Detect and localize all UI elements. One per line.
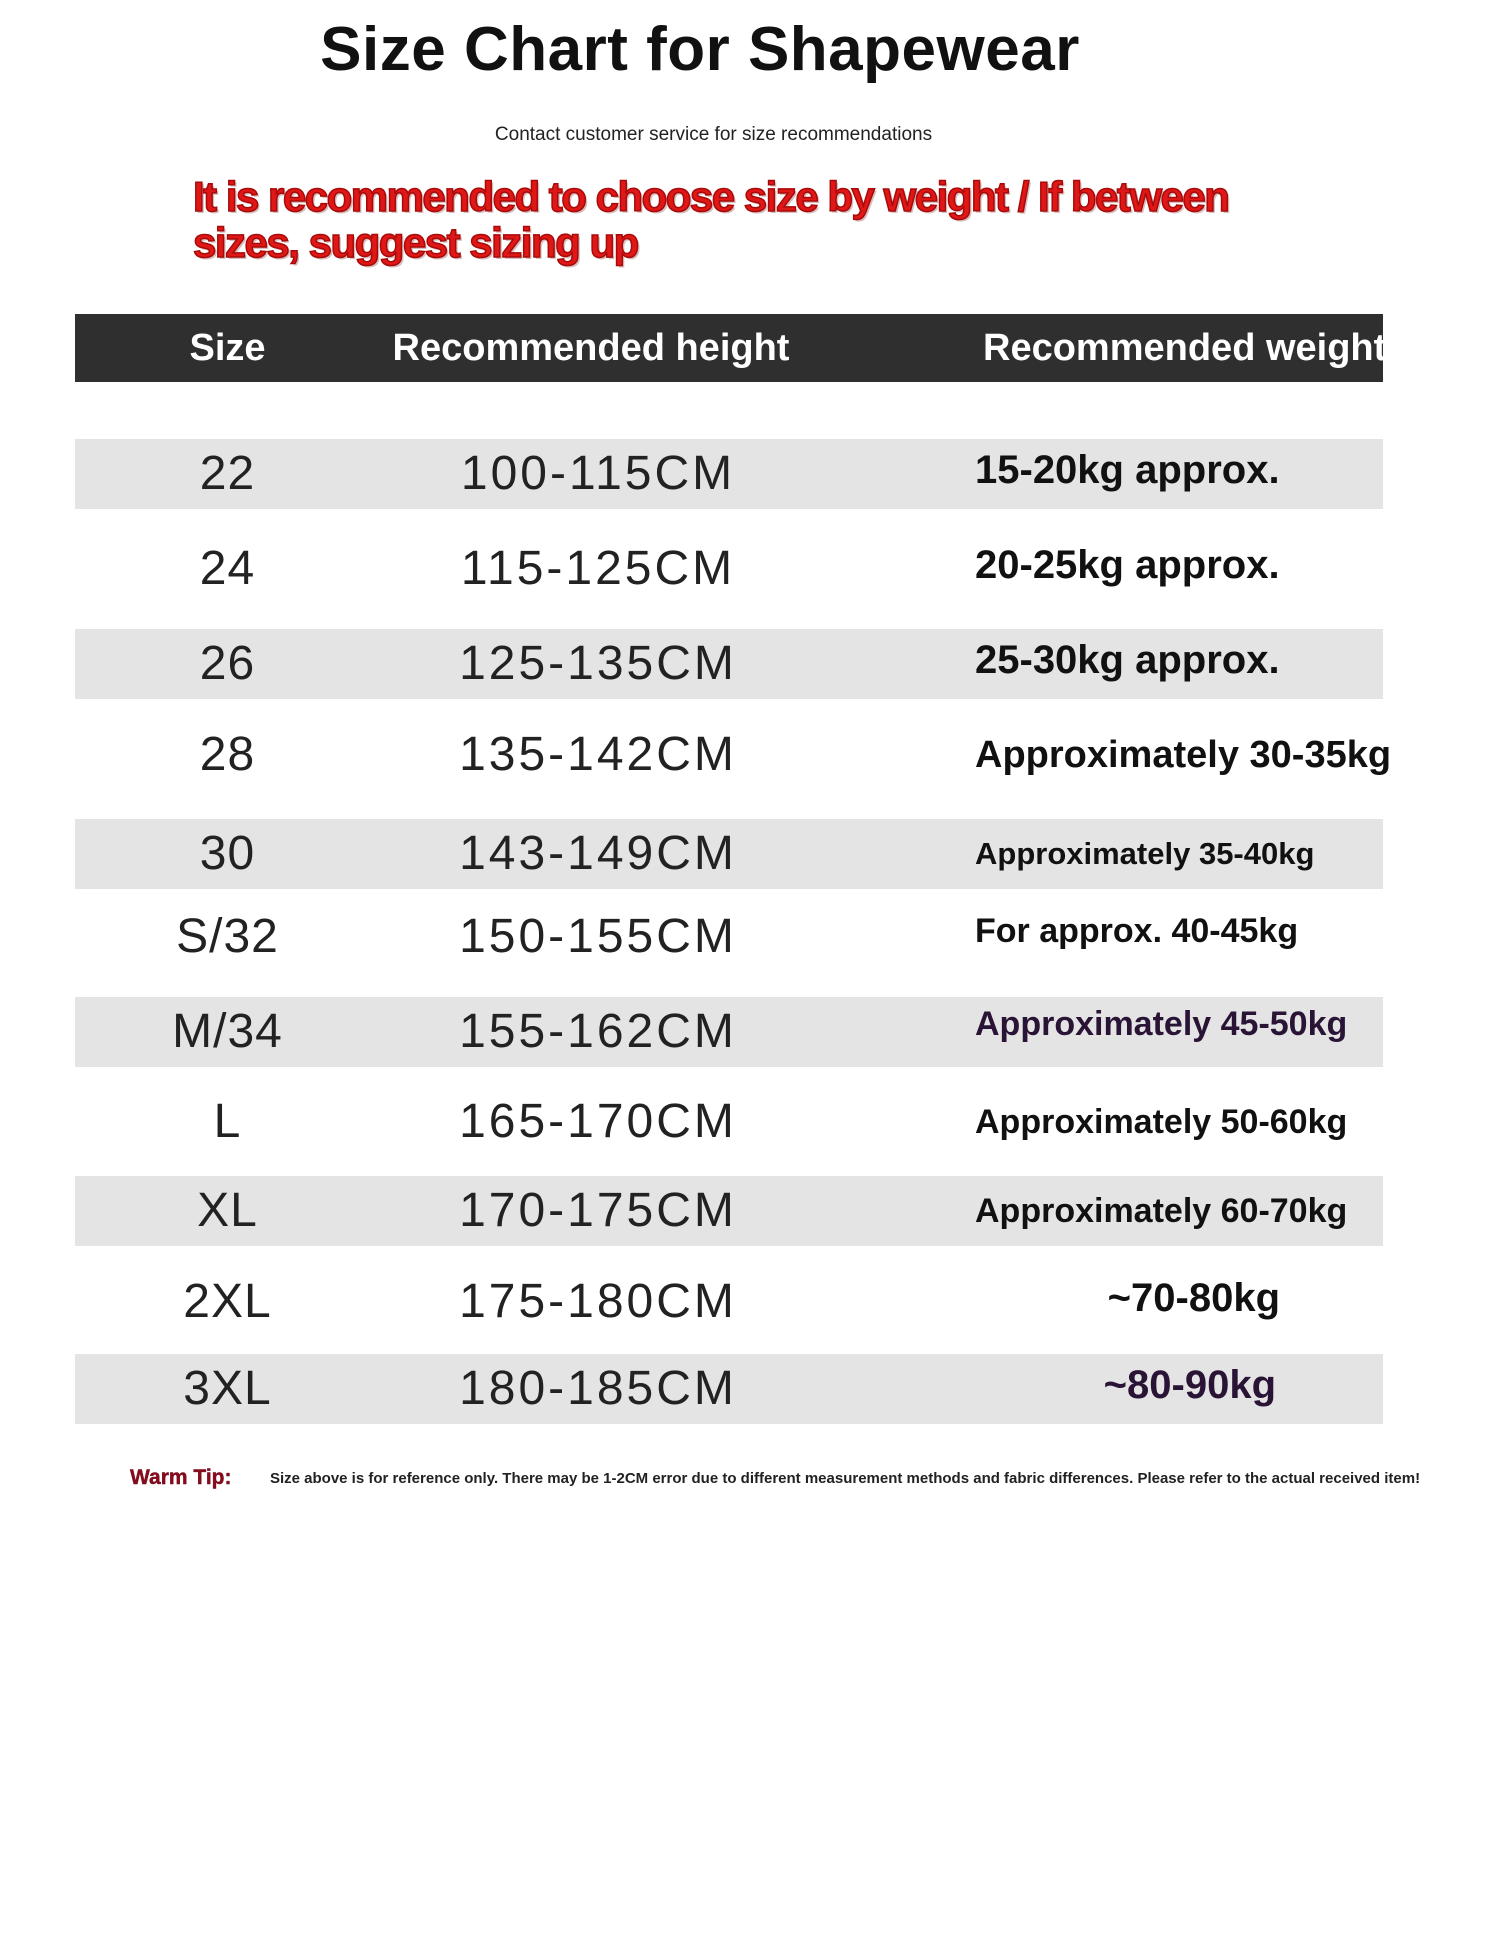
cell-size: M/34 xyxy=(172,1005,283,1058)
header-height: Recommended height xyxy=(392,327,790,369)
sizing-advice: It is recommended to choose size by weight / If between sizes, suggest sizing up xyxy=(193,173,1229,266)
cell-size: 26 xyxy=(199,637,256,690)
cell-size: 24 xyxy=(199,542,256,595)
cell-weight: Approximately 35-40kg xyxy=(975,836,1315,871)
cell-weight: 25-30kg approx. xyxy=(975,638,1280,682)
cell-height: 150-155CM xyxy=(459,910,737,963)
header-size: Size xyxy=(189,327,266,369)
cell-height: 135-142CM xyxy=(459,728,737,781)
cell-size: 28 xyxy=(199,728,256,781)
cell-weight: Approximately 30-35kg xyxy=(975,734,1392,776)
cell-height: 100-115CM xyxy=(460,447,736,500)
table-row xyxy=(75,819,1383,889)
cell-weight: ~70-80kg xyxy=(1107,1276,1280,1320)
table-row xyxy=(75,1354,1383,1424)
table-row xyxy=(75,997,1383,1067)
cell-weight: Approximately 50-60kg xyxy=(975,1103,1348,1141)
cell-height: 170-175CM xyxy=(459,1184,737,1237)
cell-weight: For approx. 40-45kg xyxy=(975,912,1299,950)
table-row xyxy=(75,534,1383,604)
cell-height: 165-170CM xyxy=(459,1095,737,1148)
cell-height: 180-185CM xyxy=(459,1362,737,1415)
table-row xyxy=(75,629,1383,699)
page-title: Size Chart for Shapewear xyxy=(320,15,1080,84)
table-row xyxy=(75,902,1383,972)
table-row xyxy=(75,439,1383,509)
header-weight: Recommended weight xyxy=(983,327,1387,369)
cell-weight: 15-20kg approx. xyxy=(975,448,1280,492)
cell-weight: Approximately 45-50kg xyxy=(975,1005,1348,1043)
cell-size: 2XL xyxy=(183,1275,272,1328)
cell-height: 115-125CM xyxy=(460,542,736,595)
table-row xyxy=(75,1176,1383,1246)
table-row xyxy=(75,1087,1383,1157)
cell-size: S/32 xyxy=(176,910,279,963)
table-header xyxy=(75,314,1387,382)
subtitle: Contact customer service for size recommendations xyxy=(494,124,933,145)
cell-weight: ~80-90kg xyxy=(1103,1363,1276,1407)
warm-tip xyxy=(130,1466,1430,1490)
cell-size: 22 xyxy=(199,447,256,500)
table-row xyxy=(75,1267,1383,1337)
cell-height: 175-180CM xyxy=(459,1275,737,1328)
table-row xyxy=(75,720,1392,790)
warm-tip-label: Warm Tip: xyxy=(130,1466,232,1489)
cell-size: XL xyxy=(197,1184,258,1237)
cell-weight: Approximately 60-70kg xyxy=(975,1192,1348,1230)
cell-height: 143-149CM xyxy=(459,827,737,880)
warm-tip-text: Size above is for reference only. There may be 1-2CM error due to different measurement methods and fabric differences. Please refer to the actual received item! xyxy=(269,1469,1421,1487)
cell-weight: 20-25kg approx. xyxy=(975,543,1280,587)
cell-size: L xyxy=(213,1095,242,1148)
cell-size: 3XL xyxy=(183,1362,272,1415)
cell-size: 30 xyxy=(199,827,256,880)
cell-height: 155-162CM xyxy=(459,1005,737,1058)
cell-height: 125-135CM xyxy=(459,637,737,690)
